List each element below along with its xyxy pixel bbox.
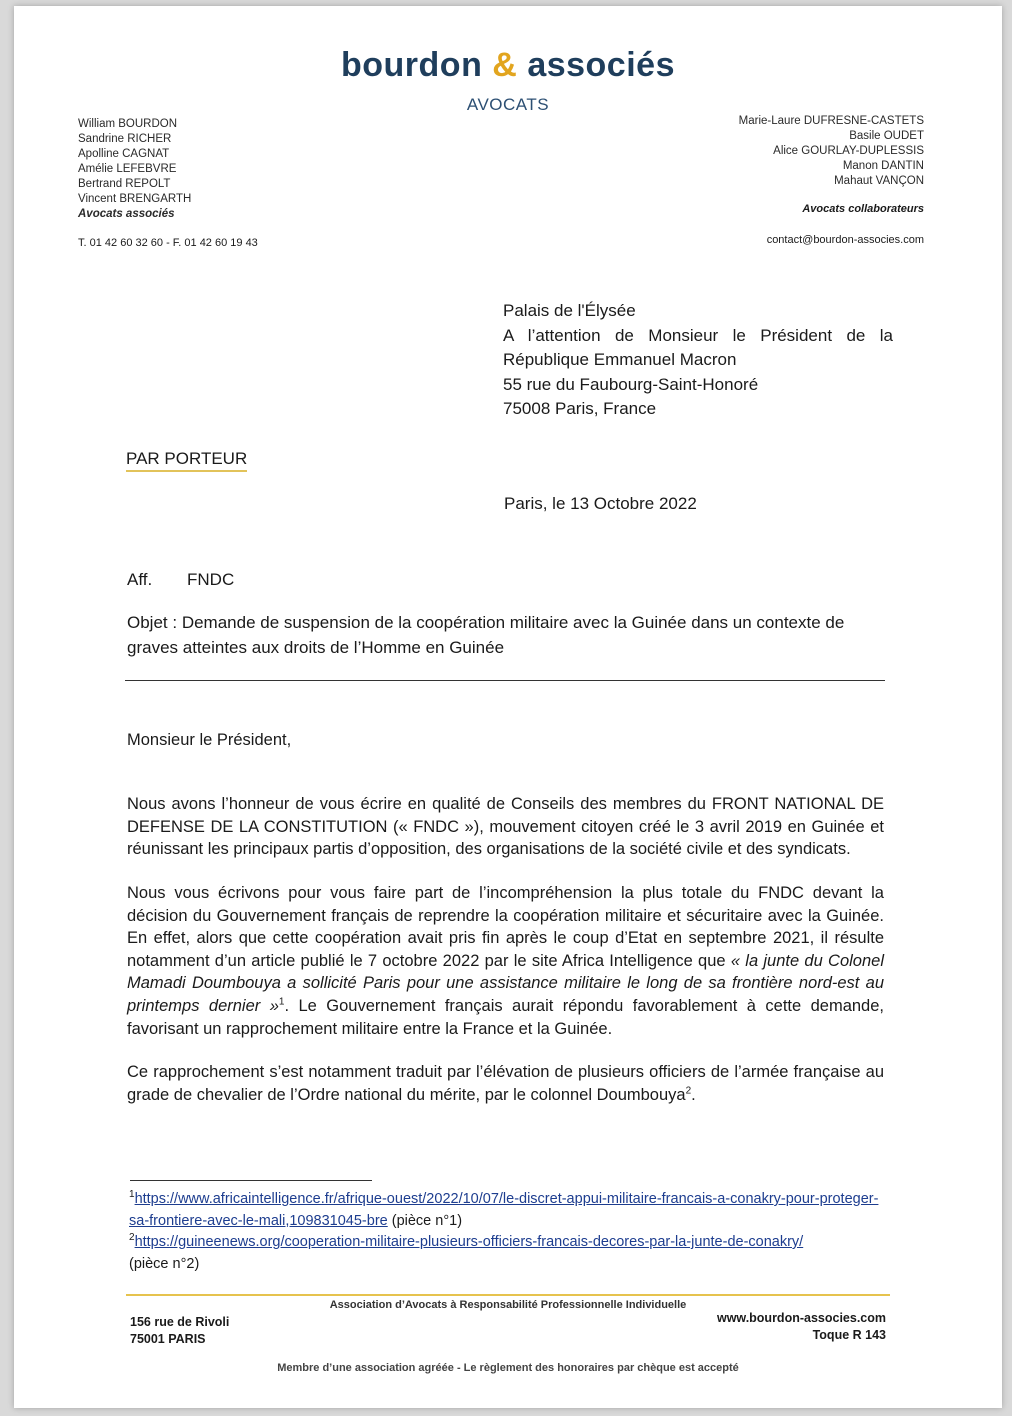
collaborator-name: Manon DANTIN: [842, 160, 924, 172]
aff-value: FNDC: [187, 570, 235, 589]
letter-date: Paris, le 13 Octobre 2022: [504, 494, 697, 513]
footnote-suffix: (pièce n°1): [387, 1212, 463, 1229]
phone-fax: T. 01 42 60 32 60 - F. 01 42 60 19 43: [78, 237, 258, 249]
email-link[interactable]: contact@bourdon-associes.com: [766, 234, 924, 246]
partners-list: [78, 117, 191, 222]
partner-name: Bertrand REPOLT: [78, 178, 171, 190]
letter-page: [14, 6, 1002, 1408]
footnote-link[interactable]: https://www.africaintelligence.fr/afrique-ouest/2022/10/07/le-discret-appui-militaire-francais-a-conakry-pour-proteger-sa-frontiere-avec-le-mali,109831045-bre: [129, 1191, 879, 1229]
subject-divider: [125, 680, 885, 681]
collaborator-name: Marie-Laure DUFRESNE-CASTETS: [738, 115, 924, 127]
recipient-line: 75008 Paris, France: [503, 399, 657, 418]
paragraph-text: . Le Gouvernement français aurait répondu favorablement à cette demande, favorisant un rapprochement militaire entre la France et la Guinée.: [127, 996, 884, 1038]
footer-address: [130, 1314, 229, 1348]
body-paragraph-2: [127, 882, 884, 1040]
partner-name: Vincent BRENGARTH: [78, 193, 192, 205]
partner-name: Amélie LEFEBVRE: [78, 163, 177, 175]
firm-subtitle: AVOCATS: [466, 95, 550, 114]
recipient-line: 55 rue du Faubourg-Saint-Honoré: [503, 374, 759, 394]
firm-logo: [14, 46, 1002, 85]
footer-website-link[interactable]: www.bourdon-associes.com: [716, 1311, 886, 1325]
collaborators-list: [739, 114, 924, 189]
footer-member-note: Membre d’une association agréée - Le règlement des honoraires par chèque est accepté: [277, 1362, 739, 1374]
paragraph-quote: « la junte du Colonel Mamadi Doumbouya a sollicité Paris pour une assistance militaire le long de sa frontière nord-est au printemps dernier »: [127, 951, 884, 1015]
footer-association: Association d’Avocats à Responsabilité Professionnelle Individuelle: [329, 1299, 687, 1311]
partner-name: Sandrine RICHER: [78, 133, 172, 145]
aff-label: Aff.: [127, 570, 153, 589]
recipient-line: A l’attention de Monsieur le Président de la République Emmanuel Macron: [503, 325, 893, 369]
logo-text-associes: associés: [527, 46, 675, 84]
salutation: Monsieur le Président,: [127, 731, 292, 749]
subject-line: [127, 610, 887, 660]
delivery-method: PAR PORTEUR: [126, 449, 247, 472]
paragraph-text: .: [691, 1085, 696, 1104]
footnote-ref[interactable]: 2: [685, 1085, 692, 1097]
logo-text-bourdon: bourdon: [341, 46, 483, 84]
body-paragraph-3: [127, 1061, 884, 1106]
paragraph-text: Nous vous écrivons pour vous faire part de l’incompréhension la plus totale du FNDC devant la décision du Gouvernement français de reprendre la coopération militaire et sécuritaire avec la Guinée. En effet, alors que cette coopération avait pris fin après le coup d’Etat en septembre 2021, il résulte notamment d’un article publié le 7 octobre 2022 par le site Africa Intelligence que: [127, 884, 884, 970]
body-paragraph-1: Nous avons l’honneur de vous écrire en qualité de Conseils des membres du FRONT NATIONAL DE DEFENSE DE LA CONSTITUTION (« FNDC »), mouvement citoyen créé le 3 avril 2019 en Guinée et réunissant les principaux partis d’opposition, des organisations de la société civile et des syndicats.: [127, 795, 884, 859]
paragraph-text: Ce rapprochement s’est notamment traduit par l’élévation de plusieurs officiers de l’armée française au grade de chevalier de l’Ordre national du mérite, par le colonnel Doumbouya: [127, 1063, 884, 1104]
partners-role: Avocats associés: [78, 208, 175, 220]
footer-contact: [717, 1310, 886, 1344]
footnote-item: [129, 1189, 889, 1232]
subject-text: Demande de suspension de la coopération militaire avec la Guinée dans un contexte de graves atteintes aux droits de l’Homme en Guinée: [127, 613, 845, 657]
footnote-link[interactable]: https://guineenews.org/cooperation-militaire-plusieurs-officiers-francais-decores-par-la-junte-de-conakry/: [134, 1234, 804, 1250]
collaborator-name: Basile OUDET: [849, 130, 924, 142]
recipient-line: Palais de l'Élysée: [503, 301, 636, 320]
footer-address-line: 156 rue de Rivoli: [130, 1315, 230, 1329]
footer-divider: [126, 1294, 890, 1296]
footer-toque: Toque R 143: [812, 1328, 886, 1342]
footnote-number: 1: [129, 1189, 135, 1201]
collaborator-name: Alice GOURLAY-DUPLESSIS: [773, 145, 924, 157]
collaborators-role: Avocats collaborateurs: [802, 203, 924, 215]
partner-name: William BOURDON: [78, 118, 178, 130]
footnote-divider: [130, 1180, 372, 1181]
footnote-ref[interactable]: 1: [278, 996, 285, 1008]
logo-ampersand: &: [492, 46, 518, 84]
footnote-item: [129, 1232, 889, 1254]
recipient-address: [503, 299, 893, 422]
subject-label: Objet :: [127, 613, 178, 632]
partner-name: Apolline CAGNAT: [78, 148, 170, 160]
footnotes: [129, 1189, 889, 1275]
collaborator-name: Mahaut VANÇON: [834, 175, 924, 187]
footnote-number: 2: [129, 1232, 135, 1244]
footer-address-line: 75001 PARIS: [130, 1332, 206, 1346]
footnote-suffix-line: (pièce n°2): [129, 1255, 200, 1272]
